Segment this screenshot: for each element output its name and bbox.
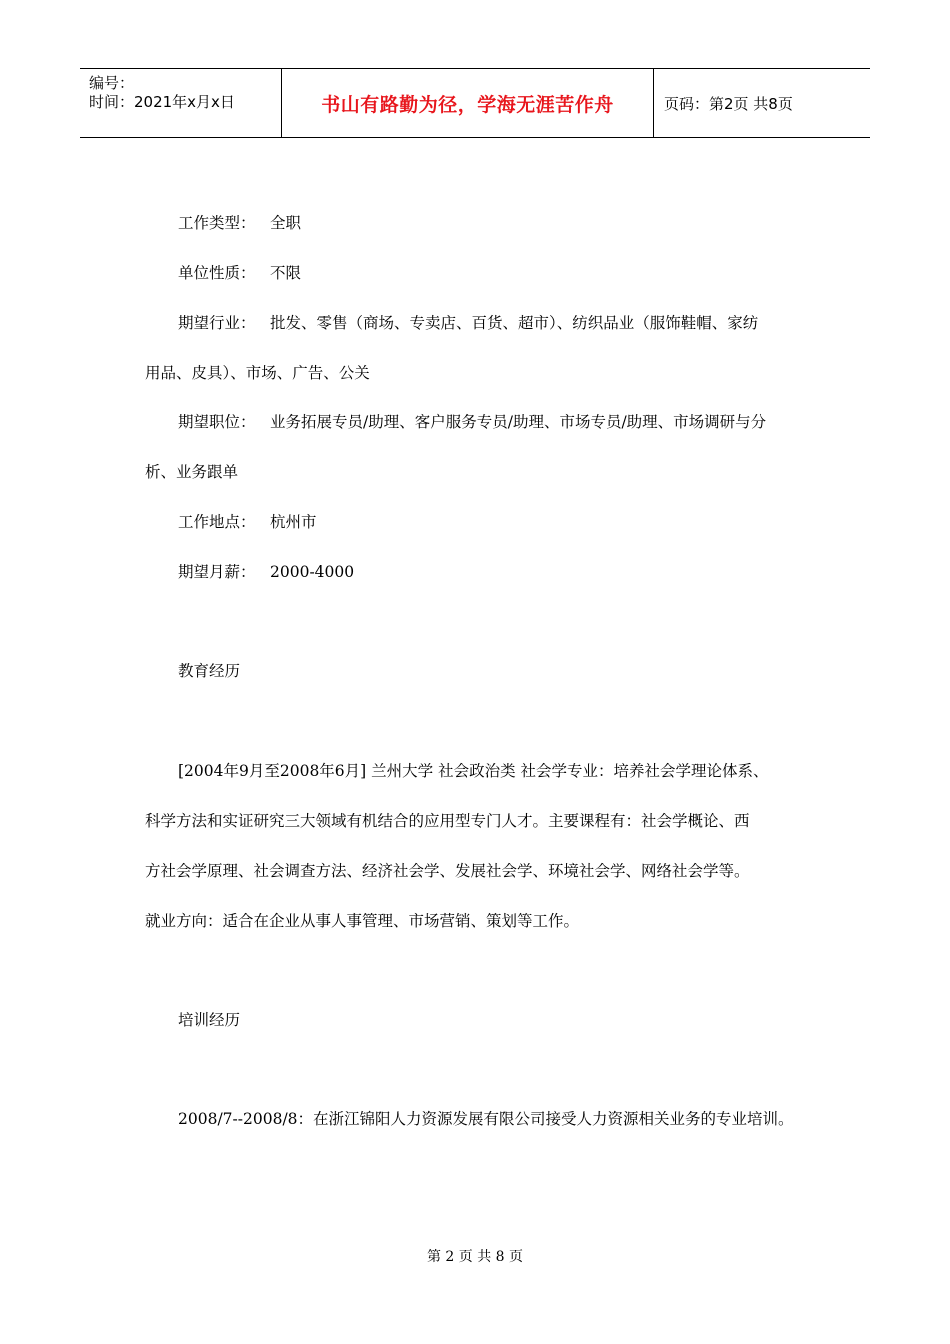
unit-nature-row — [178, 261, 301, 283]
header-meta-cell — [80, 69, 282, 137]
number-label: 编号： — [89, 74, 135, 92]
industry-value-cont: 用品、皮具）、市场、广告、公关 — [145, 364, 370, 382]
industry-value: 批发、零售（商场、专卖店、百货、超市）、纺织品业（服饰鞋帽、家纺 — [270, 314, 759, 332]
training-heading: 培训经历 — [178, 1011, 241, 1029]
education-line-2: 科学方法和实证研究三大领域有机结合的应用型专门人才。主要课程有：社会学概论、西 — [145, 812, 750, 830]
industry-row — [178, 311, 758, 333]
time-label: 时间：2021年x月x日 — [89, 93, 235, 111]
position-label: 期望职位： — [178, 413, 256, 431]
salary-value: 2000-4000 — [270, 563, 355, 581]
education-line-1: [2004年9月至2008年6月] 兰州大学 社会政治类 社会学专业：培养社会学理论体系、 — [178, 762, 769, 780]
position-value: 业务拓展专员/助理、客户服务专员/助理、市场专员/助理、市场调研与分 — [270, 413, 767, 431]
header-motto-cell — [282, 69, 654, 137]
unit-nature-value: 不限 — [270, 264, 302, 282]
page-header — [80, 68, 870, 138]
location-row — [178, 510, 317, 532]
education-line-3: 方社会学原理、社会调查方法、经济社会学、发展社会学、环境社会学、网络社会学等。 — [145, 862, 750, 880]
education-line-4: 就业方向：适合在企业从事人事管理、市场营销、策划等工作。 — [145, 912, 580, 930]
salary-row — [178, 560, 354, 582]
location-value: 杭州市 — [270, 513, 317, 531]
job-type-row — [178, 211, 301, 233]
salary-label: 期望月薪： — [178, 563, 256, 581]
page-footer: 第 2 页 共 8 页 — [426, 1249, 524, 1265]
position-value-cont: 析、业务跟单 — [145, 463, 239, 481]
job-type-value: 全职 — [270, 214, 302, 232]
job-type-label: 工作类型： — [178, 214, 256, 232]
industry-label: 期望行业： — [178, 314, 256, 332]
motto-text: 书山有路勤为径，学海无涯苦作舟 — [321, 93, 614, 116]
unit-nature-label: 单位性质： — [178, 264, 256, 282]
location-label: 工作地点： — [178, 513, 256, 531]
position-row — [178, 410, 766, 432]
header-page-info: 页码：第2页 共8页 — [664, 94, 793, 113]
education-heading: 教育经历 — [178, 662, 241, 680]
training-line-1: 2008/7--2008/8：在浙江锦阳人力资源发展有限公司接受人力资源相关业务的专业培训。 — [178, 1110, 794, 1128]
